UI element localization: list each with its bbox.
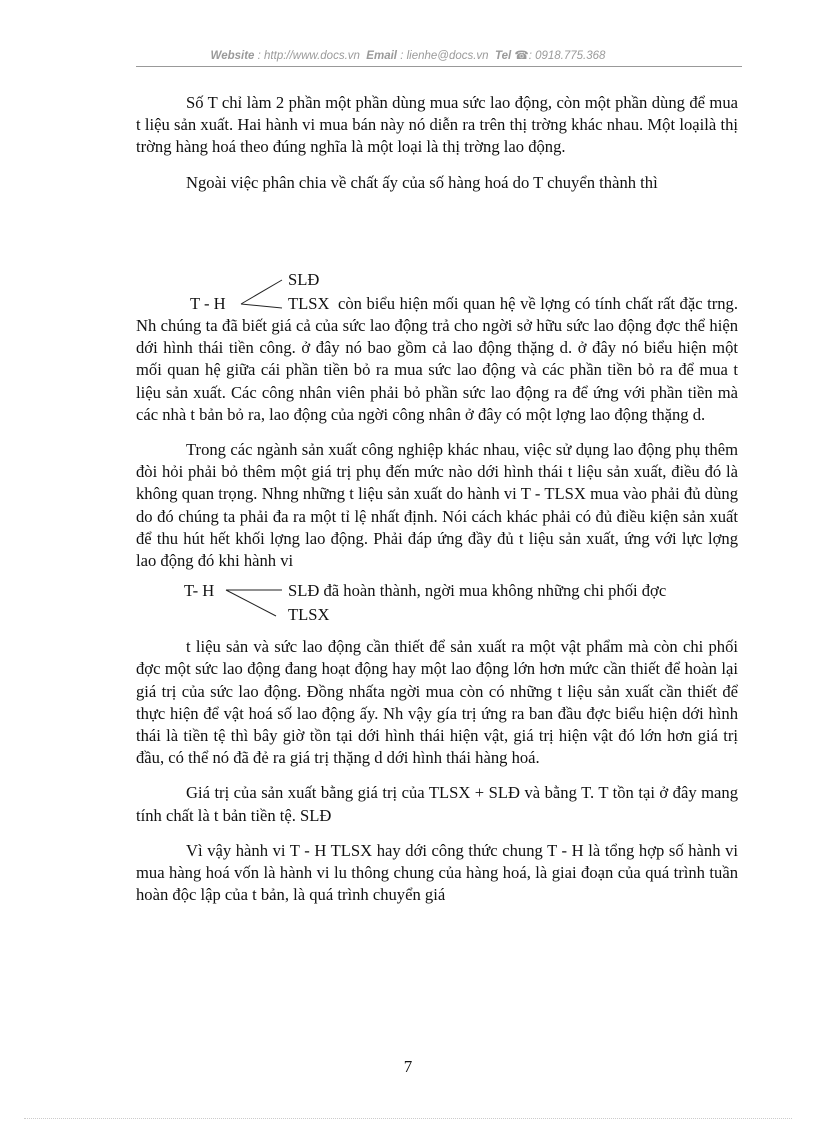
diagram-left-label: T - H bbox=[190, 293, 226, 313]
paragraph-7: Vì vậy hành vi T - H TLSX hay dới công thức chung T - H là tổng hợp số hành vi mua hàng hoá vốn là hành vi lu thông chung của hàng hoá, là giai đoạn của quá trình tuần hoàn độc lập của t bản, là quá trình chuyển giá bbox=[136, 840, 738, 905]
website-label: Website bbox=[210, 50, 255, 62]
header-divider bbox=[136, 66, 742, 67]
email-label: Email bbox=[366, 50, 397, 62]
page-header bbox=[0, 48, 816, 62]
website-url[interactable]: : http://www.docs.vn bbox=[257, 50, 360, 62]
tel-value: ☎: 0918.775.368 bbox=[514, 50, 606, 62]
paragraph-2: Ngoài việc phân chia về chất ấy của số hàng hoá do T chuyển thành thì bbox=[186, 172, 658, 192]
paragraph-5: t liệu sản và sức lao động cần thiết để sản xuất ra một vật phẩm mà còn chi phối đợc một sức lao động đang hoạt động hay một lao động lớn hơn mức cần thiết để hoàn lại giá trị của sức lao động. Đồng nhấta ngời mua còn có những t liệu sản xuất cần thiết để thực hiện để vật hoá số lao động ấy. Nh vậy gía trị ứng ra ban đầu đợc biểu hiện dới hình thái là tiền tệ thì bây giờ tồn tại dới hình thái hiện vật, giá trị hiện vật đó lớn hơn giá trị đầu, có thể nó đã đẻ ra giá trị thặng d dới hình thái hàng hoá. bbox=[136, 637, 738, 768]
paragraph-1: Số T chỉ làm 2 phần một phần dùng mua sức lao động, còn một phần dùng để mua t liệu sản xuất. Hai hành vi mua bán này nó diễn ra trên thị trờng khác nhau. Một loạilà thị trờng hàng hoá theo đúng nghĩa là một loại là thị trờng lao động. bbox=[136, 93, 738, 157]
paragraph-6: Giá trị của sản xuất bằng giá trị của TLSX + SLĐ và bằng T. T tồn tại ở đây mang tính chất là t bản tiền tệ. SLĐ bbox=[136, 783, 738, 825]
blank-space bbox=[136, 194, 738, 271]
paragraph-4: Trong các ngành sản xuất công nghiệp khác nhau, việc sử dụng lao động phụ thêm đòi hỏi phải bỏ thêm một giá trị phụ đến mức nào dới hình thái t liệu sản xuất, điều đó là không quan trọng. Nhng những t liệu sản xuất do hành vi T - TLSX mua vào phải đủ dùng do đó chúng ta phải đa ra một tỉ lệ nhất định. Nói cách khác phải có đủ điều kiện sản xuất để thu hút hết khối lợng lao động. Phải đáp ứng đầy đủ t liệu sản xuất, ứng với lực lợng lao động đó khi hành vi bbox=[136, 440, 738, 571]
tel-label: Tel bbox=[494, 50, 512, 62]
email-value[interactable]: : lienhe@docs.vn bbox=[400, 50, 489, 62]
paragraph-3: còn biểu hiện mối quan hệ về lợng có tính chất rất đặc trng. Nh chúng ta đã biết giá cả của sức lao động trả cho ngời sở hữu sức lao động đợc thể hiện dới hình thái tiền công. ở đây nó bao gồm cả lao động thặng d. ở đây nó biểu hiện một mối quan hệ giữa cái phần tiền bỏ ra mua sức lao động và các phần tiền bỏ ra để mua t liệu sản xuất. Các công nhân viên phải bỏ phần sức lao động ra để ứng với phần tiền mà các nhà t bản bỏ ra, lao động của ngời công nhân ở đây có một lợng lao động thặng d. bbox=[136, 293, 738, 424]
diagram2-upper-label: SLĐ đã hoàn thành, ngời mua không những chi phối đợc bbox=[288, 581, 667, 601]
diagram2-lower-label: TLSX bbox=[288, 605, 330, 625]
page-bottom-border bbox=[24, 1118, 792, 1119]
diagram-t-h-split-2 bbox=[136, 580, 738, 630]
diagram-t-h-split bbox=[136, 271, 738, 315]
diagram-lower-label: TLSX bbox=[288, 293, 330, 313]
diagram-upper-label: SLĐ bbox=[288, 269, 320, 289]
document-body bbox=[136, 92, 738, 906]
page-number: 7 bbox=[403, 1057, 413, 1076]
diagram2-left-label: T- H bbox=[184, 581, 215, 601]
